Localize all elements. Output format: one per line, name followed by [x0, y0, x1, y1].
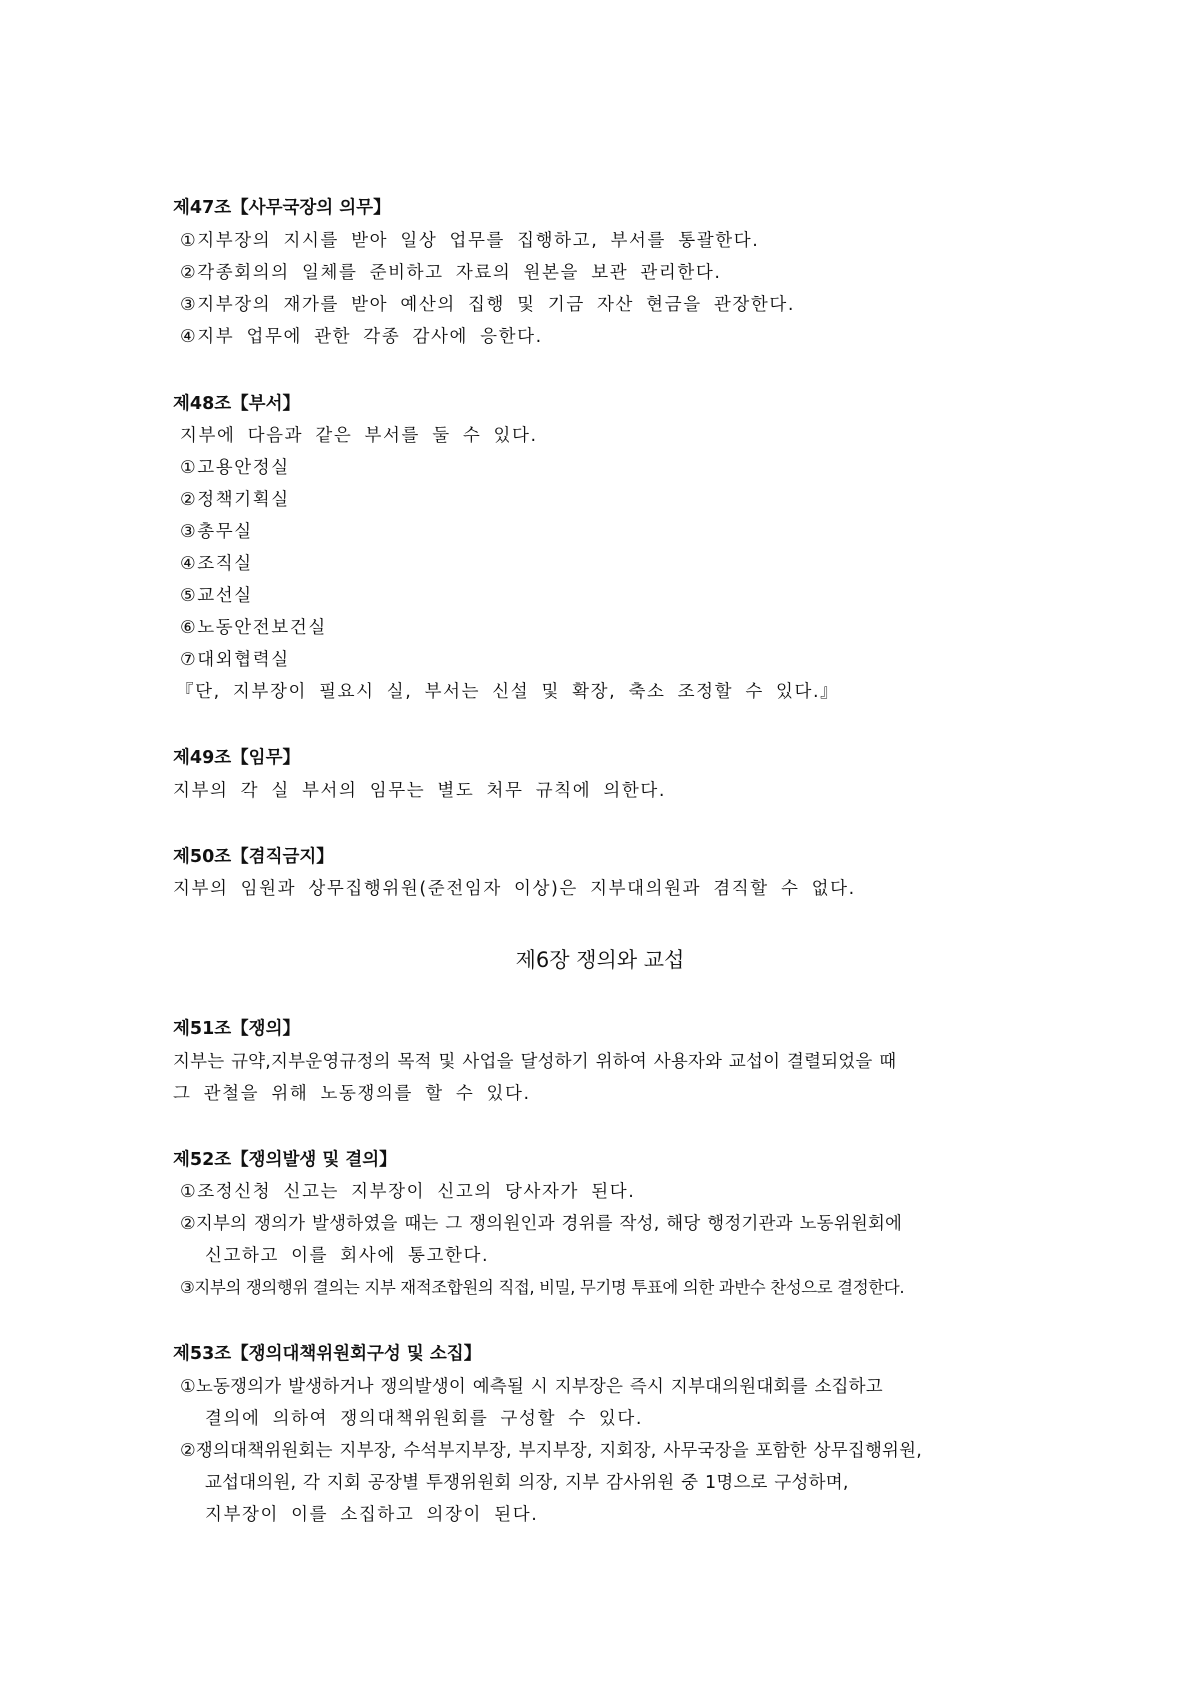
article-48-intro: 지부에 다음과 같은 부서를 둘 수 있다.: [180, 426, 538, 446]
article-52-item-2: ②지부의 쟁의가 발생하였을 때는 그 쟁의원인과 경위를 작성, 해당 행정기관과 노동위원회에: [180, 1214, 903, 1234]
article-47-item-3: ③지부장의 재가를 받아 예산의 집행 및 기금 자산 현금을 관장한다.: [180, 295, 796, 315]
article-51-line-2: 그 관철을 위해 노동쟁의를 할 수 있다.: [173, 1084, 531, 1104]
article-51-heading: 제51조【쟁의】: [173, 1019, 300, 1039]
article-52-item-2-cont: 신고하고 이를 회사에 통고한다.: [205, 1246, 490, 1266]
article-51-line-1: 지부는 규약,지부운영규정의 목적 및 사업을 달성하기 위하여 사용자와 교섭이 결렬되었을 때: [173, 1052, 897, 1072]
article-53-item-2: ②쟁의대책위원회는 지부장, 수석부지부장, 부지부장, 지회장, 사무국장을 포함한 상무집행위원,: [180, 1441, 923, 1461]
chapter-6-title: 제6장 쟁의와 교섭: [515, 948, 685, 972]
article-48-item-4: ④조직실: [180, 554, 253, 574]
article-47-item-4: ④지부 업무에 관한 각종 감사에 응한다.: [180, 327, 543, 347]
article-47-item-2: ②각종회의의 일체를 준비하고 자료의 원본을 보관 관리한다.: [180, 263, 722, 283]
article-50-text: 지부의 임원과 상무집행위원(준전임자 이상)은 지부대의원과 겸직할 수 없다.: [173, 879, 856, 899]
article-48-item-5: ⑤교선실: [180, 586, 253, 606]
article-47-heading: 제47조【사무국장의 의무】: [173, 198, 391, 218]
article-48-item-1: ①고용안정실: [180, 458, 290, 478]
article-52-item-1: ①조정신청 신고는 지부장이 신고의 당사자가 된다.: [180, 1182, 636, 1202]
article-53-item-1: ①노동쟁의가 발생하거나 쟁의발생이 예측될 시 지부장은 즉시 지부대의원대회를 소집하고: [180, 1377, 883, 1397]
article-53-item-1-cont: 결의에 의하여 쟁의대책위원회를 구성할 수 있다.: [205, 1409, 644, 1429]
article-53-item-2-cont-2: 지부장이 이를 소집하고 의장이 된다.: [205, 1505, 539, 1525]
article-48-item-7: ⑦대외협력실: [180, 650, 290, 670]
article-49-heading: 제49조【임무】: [173, 748, 300, 768]
article-53-item-2-cont-1: 교섭대의원, 각 지회 공장별 투쟁위원회 의장, 지부 감사위원 중 1명으로 구성하며,: [205, 1473, 849, 1493]
article-47-item-1: ①지부장의 지시를 받아 일상 업무를 집행하고, 부서를 통괄한다.: [180, 231, 760, 251]
article-48-item-6: ⑥노동안전보건실: [180, 618, 327, 638]
article-48-note: 『단, 지부장이 필요시 실, 부서는 신설 및 확장, 축소 조정할 수 있다.』: [176, 682, 840, 702]
article-52-heading: 제52조【쟁의발생 및 결의】: [173, 1150, 397, 1170]
article-48-item-2: ②정책기획실: [180, 490, 290, 510]
article-52-item-3: ③지부의 쟁의행위 결의는 지부 재적조합원의 직접, 비밀, 무기명 투표에 의한 과반수 찬성으로 결정한다.: [180, 1278, 905, 1297]
article-48-heading: 제48조【부서】: [173, 394, 300, 414]
article-53-heading: 제53조【쟁의대책위원회구성 및 소집】: [173, 1344, 482, 1364]
article-50-heading: 제50조【겸직금지】: [173, 847, 334, 867]
article-49-text: 지부의 각 실 부서의 임무는 별도 처무 규칙에 의한다.: [173, 781, 667, 801]
article-48-item-3: ③총무실: [180, 522, 253, 542]
